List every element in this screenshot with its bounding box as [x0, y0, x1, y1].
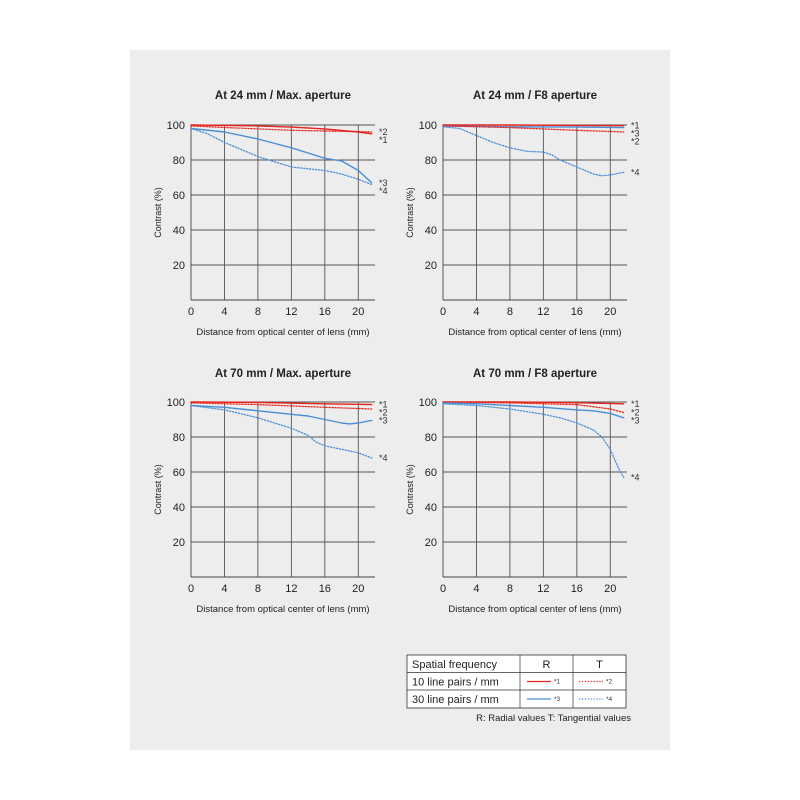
series-line-star4 — [443, 127, 624, 176]
series-end-label: *1 — [631, 398, 640, 409]
x-axis-label: Distance from optical center of lens (mm) — [196, 327, 370, 338]
y-tick-label: 20 — [424, 537, 437, 549]
y-tick-label: 100 — [418, 120, 437, 132]
x-tick-label: 8 — [506, 583, 513, 595]
y-tick-label: 100 — [166, 120, 185, 132]
x-tick-label: 16 — [570, 306, 583, 318]
series-end-label: *3 — [631, 415, 640, 426]
x-axis-label: Distance from optical center of lens (mm) — [196, 604, 370, 615]
series-end-label: *2 — [631, 407, 640, 418]
y-tick-label: 40 — [172, 225, 185, 237]
y-tick-label: 20 — [172, 537, 185, 549]
series-end-label: *2 — [379, 407, 388, 418]
chart-title: At 24 mm / F8 aperture — [473, 90, 597, 102]
y-tick-label: 80 — [424, 155, 437, 167]
y-axis-label: Contrast (%) — [405, 187, 415, 238]
legend-mark-2: *2 — [606, 678, 613, 686]
chart-panel-2 — [405, 90, 640, 338]
y-tick-label: 80 — [172, 155, 185, 167]
series-end-label: *4 — [631, 472, 640, 483]
y-axis-label: Contrast (%) — [405, 464, 415, 515]
series-line-star4 — [443, 404, 624, 478]
series-end-label: *4 — [379, 453, 388, 463]
y-tick-label: 40 — [424, 502, 437, 514]
legend-header-r: R — [542, 659, 551, 671]
x-tick-label: 4 — [473, 583, 480, 595]
y-tick-label: 100 — [166, 397, 185, 409]
y-tick-label: 20 — [172, 260, 185, 272]
y-tick-label: 100 — [418, 397, 437, 409]
series-end-label: *4 — [379, 185, 388, 196]
y-tick-label: 20 — [424, 260, 437, 272]
x-tick-label: 20 — [352, 583, 365, 595]
x-tick-label: 4 — [221, 306, 228, 318]
x-tick-label: 8 — [254, 583, 261, 595]
legend-header-label: Spatial frequency — [412, 659, 497, 671]
y-tick-label: 40 — [424, 225, 437, 237]
legend-mark-1: *1 — [554, 678, 561, 686]
legend-row-30lp-label: 30 line pairs / mm — [412, 694, 499, 706]
y-tick-label: 60 — [172, 190, 185, 202]
x-tick-label: 12 — [537, 306, 550, 318]
series-end-label: *4 — [631, 167, 640, 178]
x-tick-label: 20 — [352, 306, 365, 318]
y-tick-label: 80 — [172, 432, 185, 444]
y-tick-label: 80 — [424, 432, 437, 444]
x-tick-label: 8 — [506, 306, 513, 318]
series-line-star4 — [191, 129, 372, 185]
x-tick-label: 0 — [187, 583, 195, 595]
x-tick-label: 4 — [221, 583, 228, 595]
legend-row-10lp-label: 10 line pairs / mm — [412, 676, 499, 689]
series-end-label: *2 — [379, 127, 388, 137]
series-end-label: *1 — [631, 120, 640, 131]
legend-mark-3: *3 — [554, 696, 561, 703]
y-tick-label: 60 — [172, 467, 185, 479]
y-tick-label: 60 — [424, 190, 437, 202]
chart-panel-3 — [153, 368, 388, 615]
chart-panel-1 — [153, 90, 388, 338]
series-end-label: *2 — [631, 136, 640, 147]
legend-header-t: T — [596, 659, 603, 671]
y-tick-label: 40 — [172, 502, 185, 514]
legend-table — [407, 655, 626, 708]
chart-title: At 24 mm / Max. aperture — [214, 90, 352, 102]
mtf-charts-svg — [130, 50, 670, 750]
y-axis-label: Contrast (%) — [153, 464, 163, 515]
x-tick-label: 12 — [285, 583, 298, 595]
chart-title: At 70 mm / Max. aperture — [214, 368, 352, 380]
series-end-label: *3 — [631, 128, 640, 139]
legend-mark-4: *4 — [606, 696, 613, 703]
chart-title: At 70 mm / F8 aperture — [473, 368, 597, 380]
mtf-chart-sheet — [130, 50, 670, 750]
x-tick-label: 20 — [604, 583, 617, 595]
x-tick-label: 4 — [473, 306, 480, 318]
x-tick-label: 0 — [439, 583, 447, 595]
x-tick-label: 16 — [318, 583, 331, 595]
y-axis-label: Contrast (%) — [153, 187, 163, 238]
x-tick-label: 20 — [604, 306, 617, 318]
legend-footnote: R: Radial values T: Tangential values — [476, 713, 631, 724]
x-tick-label: 0 — [187, 306, 195, 318]
x-tick-label: 16 — [318, 306, 331, 318]
series-end-label: *3 — [379, 415, 388, 426]
series-end-label: *3 — [379, 177, 388, 188]
x-tick-label: 8 — [254, 306, 261, 318]
series-end-label: *1 — [379, 135, 388, 145]
x-tick-label: 12 — [285, 306, 298, 318]
x-axis-label: Distance from optical center of lens (mm) — [448, 327, 622, 338]
y-tick-label: 60 — [424, 467, 437, 479]
series-end-label: *1 — [379, 399, 388, 410]
x-tick-label: 16 — [570, 583, 583, 595]
x-axis-label: Distance from optical center of lens (mm) — [448, 604, 622, 615]
chart-panel-4 — [405, 368, 640, 615]
x-tick-label: 12 — [537, 583, 550, 595]
x-tick-label: 0 — [439, 306, 447, 318]
